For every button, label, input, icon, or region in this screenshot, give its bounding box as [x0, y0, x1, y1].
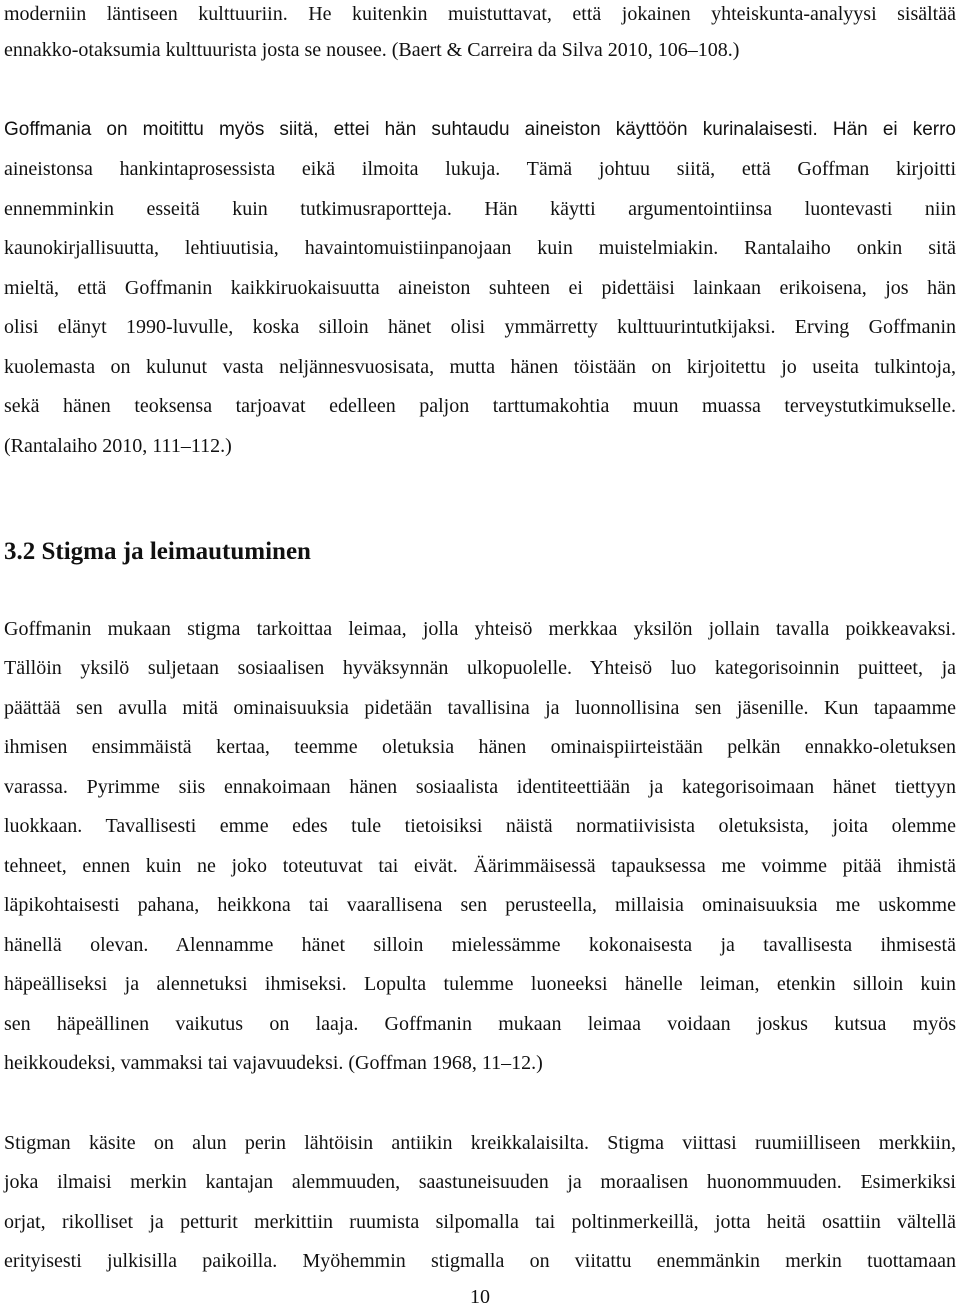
text-line: ennakko-otaksumia kulttuurista josta se nousee. (Baert & Carreira da Silva 2010, 106–108.): [4, 39, 740, 61]
text-line: luokkaan. Tavallisesti emme edes tule tietoisiksi näistä normatiivisista oletuksista, joita olemme: [4, 815, 956, 837]
text-line: ennemminkin esseitä kuin tutkimusraportteja. Hän käytti argumentointiinsa luontevasti niin: [4, 198, 956, 220]
page-number: 10: [470, 1286, 490, 1308]
text-line: Goffmanin mukaan stigma tarkoittaa leimaa, jolla yhteisö merkkaa yksilön jollain tavalla poikkeavaksi.: [4, 618, 956, 640]
text-line: (Rantalaiho 2010, 111–112.): [4, 435, 232, 457]
text-line: heikkoudeksi, vammaksi tai vajavuudeksi. (Goffman 1968, 11–12.): [4, 1052, 543, 1074]
text-line: orjat, rikolliset ja petturit merkittiin ruumista silpomalla tai poltinmerkeillä, jotta heitä osattiin vältellä: [4, 1211, 956, 1233]
text-line: Goffmania on moitittu myös siitä, ettei hän suhtaudu aineiston käyttöön kurinalaisesti. Hän ei kerro: [4, 119, 956, 140]
text-line: varassa. Pyrimme siis ennakoimaan hänen sosiaalista identiteettiään ja kategorisoimaan hänet tiettyyn: [4, 776, 956, 798]
text-line: aineistonsa hankintaprosessista eikä ilmoita lukuja. Tämä johtuu siitä, että Goffman kirjoitti: [4, 158, 956, 180]
text-line: kaunokirjallisuutta, lehtiuutisia, havaintomuistiinpanojaan kuin muistelmiakin. Rantalaiho onkin sitä: [4, 237, 956, 259]
text-line: joka ilmaisi merkin kantajan alemmuuden, saastuneisuuden ja moraalisen huonommuuden. Esimerkiksi: [4, 1171, 956, 1193]
text-line: päättää sen avulla mitä ominaisuuksia pidetään tavallisina ja luonnollisina sen jäsenille. Kun tapaamme: [4, 697, 956, 719]
text-line: tehneet, ennen kuin ne joko toteutuvat tai eivät. Äärimmäisessä tapauksessa me voimme pitää ihmistä: [4, 855, 956, 877]
text-line: Tällöin yksilö suljetaan sosiaalisen hyväksynnän ulkopuolelle. Yhteisö luo kategorisoinnin puitteet, ja: [4, 657, 956, 679]
text-line: olisi elänyt 1990-luvulle, koska silloin hänet olisi ymmärretty kulttuurintutkijaksi. Erving Goffmanin: [4, 316, 956, 338]
section-heading: 3.2 Stigma ja leimautuminen: [4, 538, 311, 565]
text-line: erityisesti julkisilla paikoilla. Myöhemmin stigmalla on viitattu enemmänkin merkin tuottamaan: [4, 1250, 956, 1272]
text-line: sekä hänen teoksensa tarjoavat edelleen paljon tarttumakohtia muun muassa terveystutkimukselle.: [4, 395, 956, 417]
text-line: häpeälliseksi ja alennetuksi ihmiseksi. Lopulta tulemme luoneeksi hänelle leiman, etenkin silloin kuin: [4, 973, 956, 995]
text-line: kuolemasta on kulunut vasta neljännesvuosisata, mutta hänen töistään on kirjoitettu jo useita tulkintoja,: [4, 356, 956, 378]
text-line: Stigman käsite on alun perin lähtöisin antiikin kreikkalaisilta. Stigma viittasi ruumiilliseen merkkiin,: [4, 1132, 956, 1154]
text-line: mieltä, että Goffmanin kaikkiruokaisuutta aineiston suhteen ei pidettäisi lainkaan erikoisena, jos hän: [4, 277, 956, 299]
text-line: moderniin läntiseen kulttuuriin. He kuitenkin muistuttavat, että jokainen yhteiskunta-analyysi sisältää: [4, 3, 956, 25]
text-line: ihmisen ensimmäistä kertaa, teemme oletuksia hänen ominaispiirteistään pelkän ennakko-oletuksen: [4, 736, 956, 758]
text-line: läpikohtaisesti pahana, heikkona tai vaarallisena sen perusteella, millaisia ominaisuuksia me uskomme: [4, 894, 956, 916]
text-line: sen häpeällinen vaikutus on laaja. Goffmanin mukaan leimaa voidaan joskus kutsua myös: [4, 1013, 956, 1035]
text-line: hänellä olevan. Alennamme hänet silloin mielessämme kokonaisesta ja tavallisesta ihmisestä: [4, 934, 956, 956]
